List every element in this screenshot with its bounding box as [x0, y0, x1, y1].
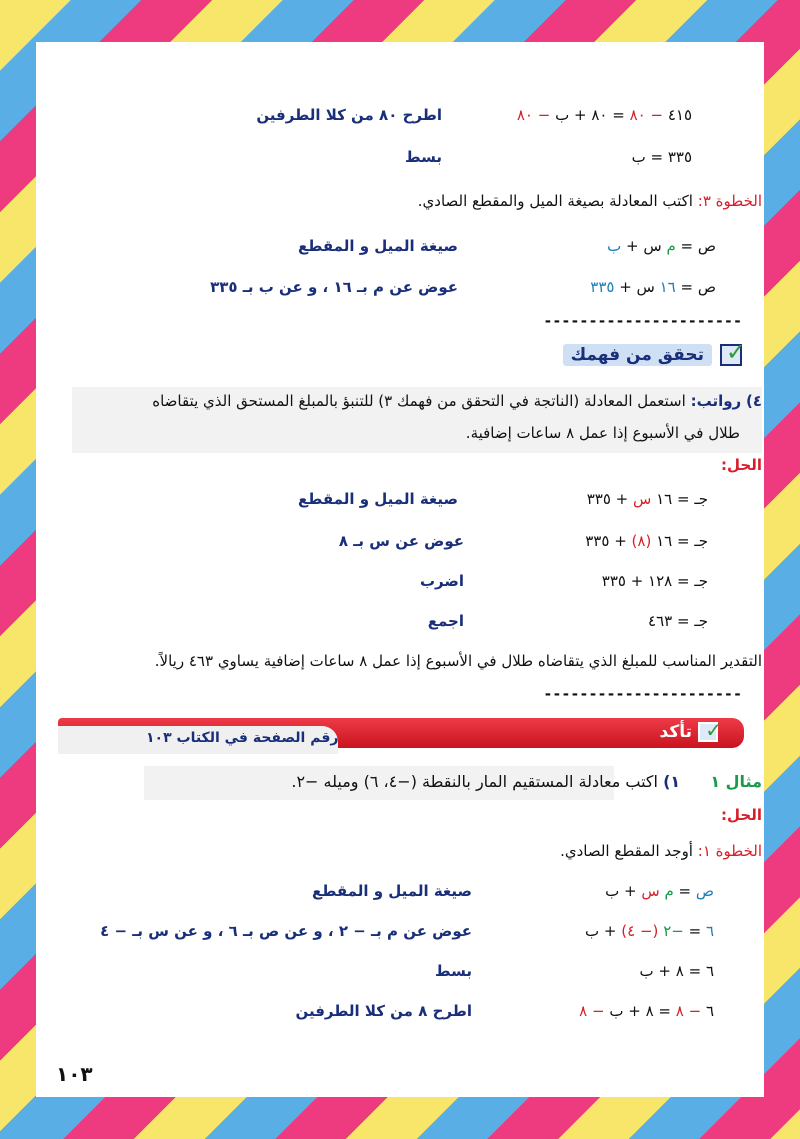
- note-slope-intercept-form: صيغة الميل و المقطع: [298, 237, 458, 255]
- confirm-row-3-note: بسط: [435, 962, 472, 980]
- checkmark-icon: ✓: [725, 338, 746, 366]
- confirm-checkmark-icon: ✓: [705, 718, 722, 742]
- confirm-row-2-equation: ٦ = −٢ (− ٤) + ب: [585, 922, 714, 940]
- solution-label-1: الحل:: [721, 456, 762, 474]
- confirm-row-1-equation: ص = م س + ب: [605, 882, 714, 900]
- equation-slope-intercept-form: ص = م س + ب: [607, 237, 716, 255]
- step-note-simplify: بسط: [405, 148, 442, 166]
- step-note-subtract-80: اطرح ٨٠ من كلا الطرفين: [256, 106, 442, 124]
- solution-row-4-equation: جـ = ٤٦٣: [648, 612, 708, 630]
- dashed-separator-1: ----------------------: [543, 312, 742, 330]
- solution-row-4-note: اجمع: [427, 612, 464, 630]
- page-sheet: [36, 42, 764, 1097]
- confirm-row-2-note: عوض عن م بـ − ٢ ، و عن ص بـ ٦ ، و عن س بـ − ٤: [100, 922, 472, 940]
- note-substitute-values: عوض عن م بـ ١٦ ، و عن ب بـ ٣٣٥: [210, 278, 458, 296]
- confirm-row-4-equation: ٦ − ٨ = ٨ + ب − ٨: [579, 1002, 714, 1020]
- step-3-line: الخطوة ٣: اكتب المعادلة بصيغة الميل والمقطع الصادي.: [417, 192, 762, 210]
- solution-row-3-equation: جـ = ١٢٨ + ٣٣٥: [601, 572, 708, 590]
- equation-line-2: ٣٣٥ = ب: [631, 148, 692, 166]
- confirm-row-1-note: صيغة الميل و المقطع: [312, 882, 472, 900]
- equation-substituted: ص = ١٦ س + ٣٣٥: [590, 278, 716, 296]
- confirm-title: تأكد: [659, 722, 692, 742]
- solution-row-1-equation: جـ = ١٦ س + ٣٣٥: [586, 490, 708, 508]
- confirm-row-3-equation: ٦ = ٨ + ب: [639, 962, 714, 980]
- equation-line-1: ٤١٥ − ٨٠ = ٨٠ + ب − ٨٠: [516, 106, 692, 124]
- solution-row-2-equation: جـ = ١٦ (٨) + ٣٣٥: [585, 532, 708, 550]
- step-1-line: الخطوة ١: أوجد المقطع الصادي.: [560, 842, 762, 860]
- check-understanding-title: تحقق من فهمك: [563, 344, 712, 366]
- question-4-line-1: ٤) رواتب: استعمل المعادلة (الناتجة في التحقق من فهمك ٣) للتنبؤ بالمبلغ المستحق الذي يتقاضاه: [152, 392, 762, 410]
- dashed-separator-2: ----------------------: [543, 685, 742, 703]
- solution-label-2: الحل:: [721, 806, 762, 824]
- check-understanding-header: [552, 338, 746, 370]
- page-reference: رقم الصفحة في الكتاب ١٠٣: [146, 730, 339, 746]
- page-number: ١٠٣: [56, 1062, 93, 1086]
- solution-row-1-note: صيغة الميل و المقطع: [298, 490, 458, 508]
- solution-row-2-note: عوض عن س بـ ٨: [338, 532, 464, 550]
- confirm-row-4-note: اطرح ٨ من كلا الطرفين: [295, 1002, 472, 1020]
- confirm-banner: [58, 714, 744, 754]
- example-1-line: مثال ١ ١) اكتب معادلة المستقيم المار بالنقطة (−٤، ٦) وميله −٢.: [291, 772, 762, 791]
- solution-row-3-note: اضرب: [419, 572, 464, 590]
- conclusion-text: التقدير المناسب للمبلغ الذي يتقاضاه طلال في الأسبوع إذا عمل ٨ ساعات إضافية يساوي ٤٦٣ ريالاً.: [154, 652, 762, 670]
- question-4-line-2: طلال في الأسبوع إذا عمل ٨ ساعات إضافية.: [465, 424, 740, 442]
